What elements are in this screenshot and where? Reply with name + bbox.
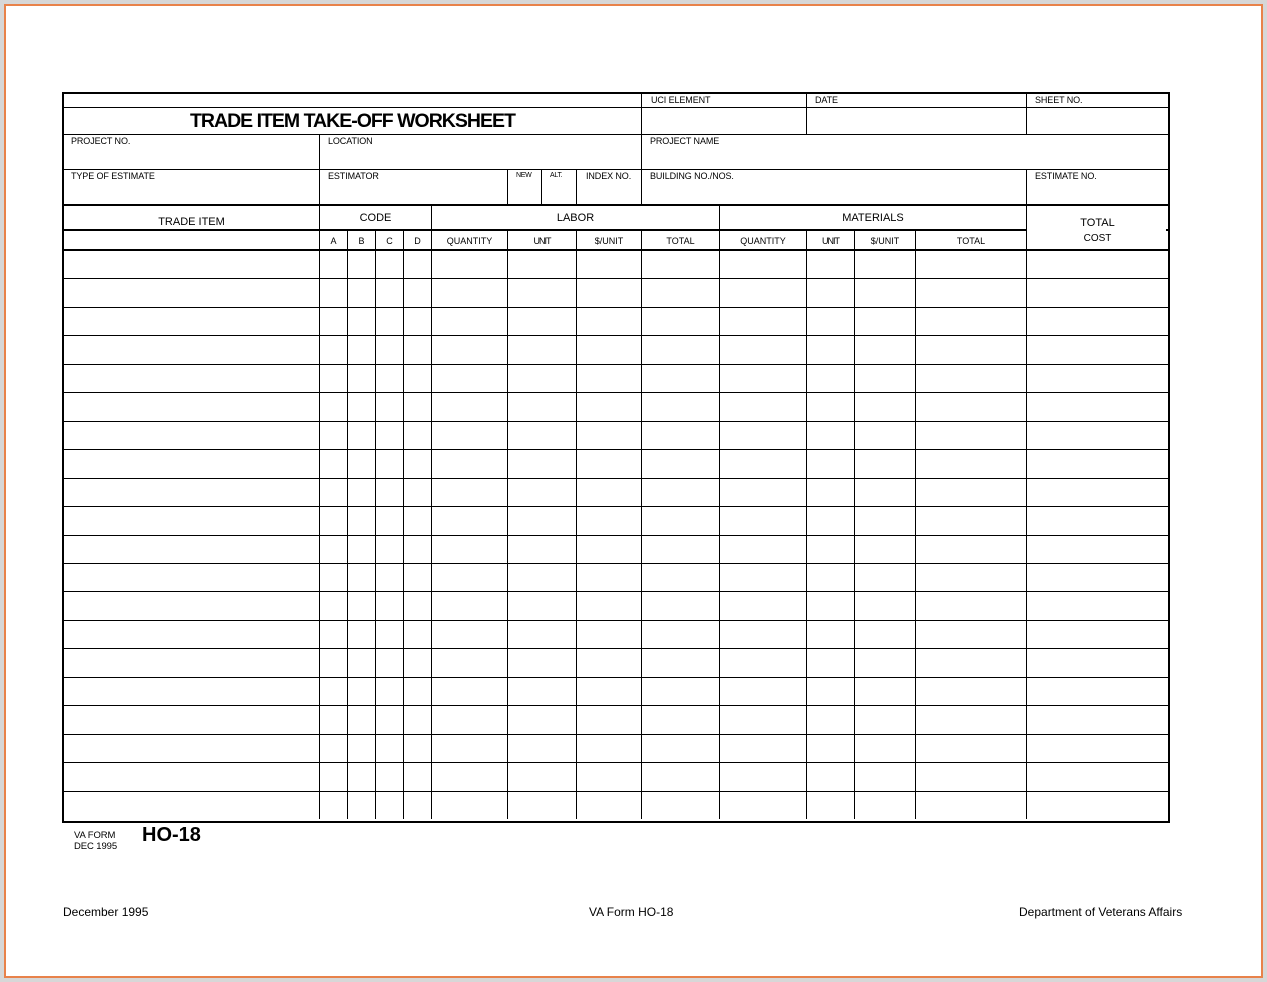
- rule: [319, 134, 320, 205]
- footer-right: Department of Veterans Affairs: [1019, 905, 1183, 919]
- table-row[interactable]: [64, 279, 1166, 306]
- form-date-label: DEC 1995: [74, 841, 118, 852]
- code-col-b: B: [358, 236, 365, 246]
- rule: [806, 92, 807, 134]
- rule: [1026, 92, 1027, 134]
- estimator-label: ESTIMATOR: [328, 171, 379, 181]
- rule: [62, 134, 1170, 135]
- table-row[interactable]: [64, 564, 1166, 591]
- labor-header: LABOR: [556, 212, 595, 224]
- rule: [507, 169, 508, 205]
- table-row[interactable]: [64, 621, 1166, 648]
- index-no-label: INDEX NO.: [586, 171, 632, 181]
- estimate-no-label: ESTIMATE NO.: [1035, 171, 1097, 181]
- building-nos-label: BUILDING NO./NOS.: [650, 171, 734, 181]
- table-row[interactable]: [64, 649, 1166, 676]
- labor-total-col: TOTAL: [666, 236, 695, 246]
- location-label: LOCATION: [328, 136, 373, 146]
- table-row[interactable]: [64, 422, 1166, 449]
- total-cost-merge: [1027, 229, 1166, 231]
- rule: [62, 107, 1170, 108]
- uci-element-label: UCI ELEMENT: [651, 95, 711, 105]
- new-label: NEW: [516, 172, 532, 179]
- materials-per-unit-col: $/UNIT: [870, 236, 900, 246]
- table-row[interactable]: [64, 507, 1166, 534]
- type-of-estimate-label: TYPE OF ESTIMATE: [71, 171, 155, 181]
- rule: [62, 204, 1170, 206]
- labor-quantity-col: QUANTITY: [446, 236, 493, 246]
- labor-per-unit-col: $/UNIT: [594, 236, 624, 246]
- code-col-a: A: [330, 236, 337, 246]
- rule: [62, 169, 1170, 170]
- va-form-label: VA FORM: [74, 830, 116, 841]
- code-col-c: C: [386, 236, 393, 246]
- trade-item-header: TRADE ITEM: [158, 216, 225, 228]
- code-header: CODE: [359, 212, 392, 224]
- rule: [541, 169, 542, 205]
- rule: [576, 169, 577, 205]
- materials-quantity-col: QUANTITY: [740, 236, 786, 246]
- form-title: TRADE ITEM TAKE-OFF WORKSHEET: [190, 110, 515, 132]
- table-row[interactable]: [64, 763, 1166, 790]
- table-row[interactable]: [64, 336, 1166, 363]
- table-row[interactable]: [64, 735, 1166, 762]
- project-name-label: PROJECT NAME: [650, 136, 720, 146]
- labor-unit-col: UNIT: [533, 236, 551, 246]
- table-row[interactable]: [64, 308, 1166, 335]
- table-row[interactable]: [64, 450, 1166, 477]
- form-number: HO-18: [142, 824, 201, 846]
- rule: [62, 229, 1170, 231]
- rule: [1026, 169, 1027, 205]
- rule: [641, 92, 642, 205]
- materials-unit-col: UNIT: [822, 236, 839, 246]
- materials-total-col: TOTAL: [956, 236, 986, 246]
- table-row[interactable]: [64, 706, 1166, 733]
- total-cost-header-line2: COST: [1083, 233, 1112, 244]
- alt-label: ALT.: [550, 172, 563, 179]
- total-cost-header-line1: TOTAL: [1080, 217, 1115, 229]
- table-row[interactable]: [64, 479, 1166, 506]
- footer-left: December 1995: [63, 905, 149, 919]
- project-no-label: PROJECT NO.: [71, 136, 131, 146]
- sheet-no-label: SHEET NO.: [1035, 95, 1083, 105]
- date-label: DATE: [815, 95, 838, 105]
- code-col-d: D: [414, 236, 421, 246]
- table-row[interactable]: [64, 592, 1166, 619]
- table-row[interactable]: [64, 678, 1166, 705]
- table-row[interactable]: [64, 365, 1166, 392]
- table-row[interactable]: [64, 536, 1166, 563]
- materials-header: MATERIALS: [842, 212, 904, 224]
- table-row[interactable]: [64, 792, 1166, 819]
- footer-center: VA Form HO-18: [589, 905, 674, 919]
- table-row[interactable]: [64, 251, 1166, 278]
- table-row[interactable]: [64, 393, 1166, 420]
